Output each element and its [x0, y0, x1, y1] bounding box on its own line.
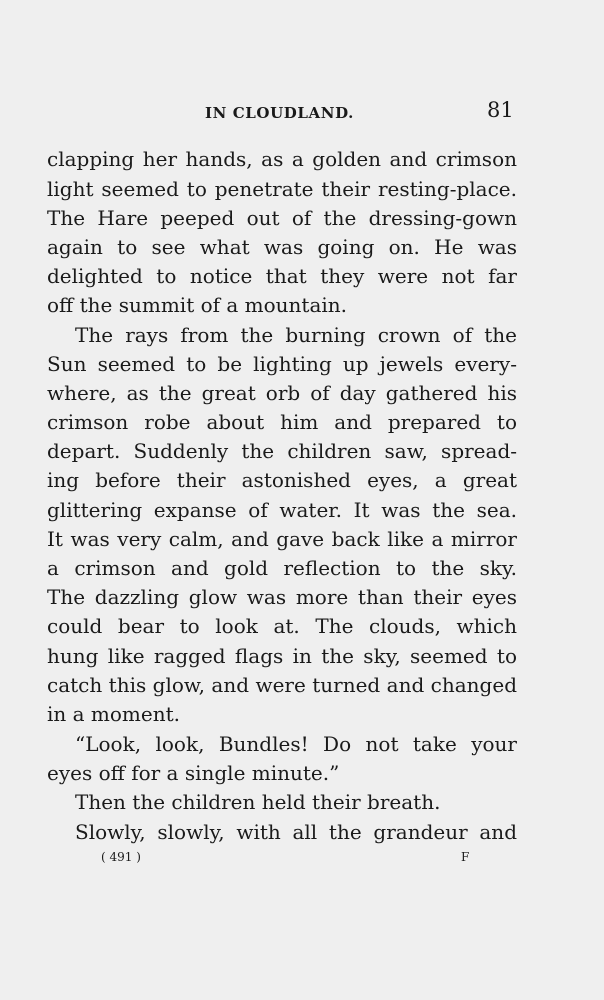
- signature-mark: F: [461, 850, 470, 864]
- text-line: clapping her hands, as a golden and crimson: [47, 147, 517, 171]
- text-line: in a moment.: [47, 702, 180, 726]
- text-line: It was very calm, and gave back like a mirror: [47, 527, 517, 551]
- text-line: Sun seemed to be lighting up jewels every-: [47, 352, 517, 376]
- text-line: off the summit of a mountain.: [47, 293, 348, 317]
- text-line: ing before their astonished eyes, a great: [47, 468, 517, 492]
- text-line: hung like ragged flags in the sky, seemed to: [47, 644, 517, 668]
- text-line: could bear to look at. The clouds, which: [47, 614, 517, 638]
- text-line: The Hare peeped out of the dressing-gown: [47, 206, 517, 230]
- text-line: light seemed to penetrate their resting-place.: [47, 177, 517, 201]
- text-line: Then the children held their breath.: [75, 790, 441, 814]
- text-line: again to see what was going on. He was: [47, 235, 517, 259]
- text-line: depart. Suddenly the children saw, spread-: [47, 439, 517, 463]
- text-line: where, as the great orb of day gathered his: [47, 381, 517, 405]
- text-line: catch this glow, and were turned and changed: [47, 673, 517, 697]
- text-line: “Look, look, Bundles! Do not take your: [75, 732, 517, 756]
- text-line: eyes off for a single minute.”: [47, 761, 340, 785]
- page-number: 81: [487, 98, 514, 122]
- text-line: delighted to notice that they were not far: [47, 264, 517, 288]
- text-line: The rays from the burning crown of the: [75, 323, 517, 347]
- printer-signature: ( 491 ): [101, 850, 141, 864]
- text-line: crimson robe about him and prepared to: [47, 410, 517, 434]
- text-line: glittering expanse of water. It was the sea.: [47, 498, 517, 522]
- running-head: IN CLOUDLAND.: [205, 104, 354, 122]
- text-line: Slowly, slowly, with all the grandeur and: [75, 820, 517, 844]
- text-line: The dazzling glow was more than their eyes: [47, 585, 517, 609]
- text-line: a crimson and gold reflection to the sky.: [47, 556, 517, 580]
